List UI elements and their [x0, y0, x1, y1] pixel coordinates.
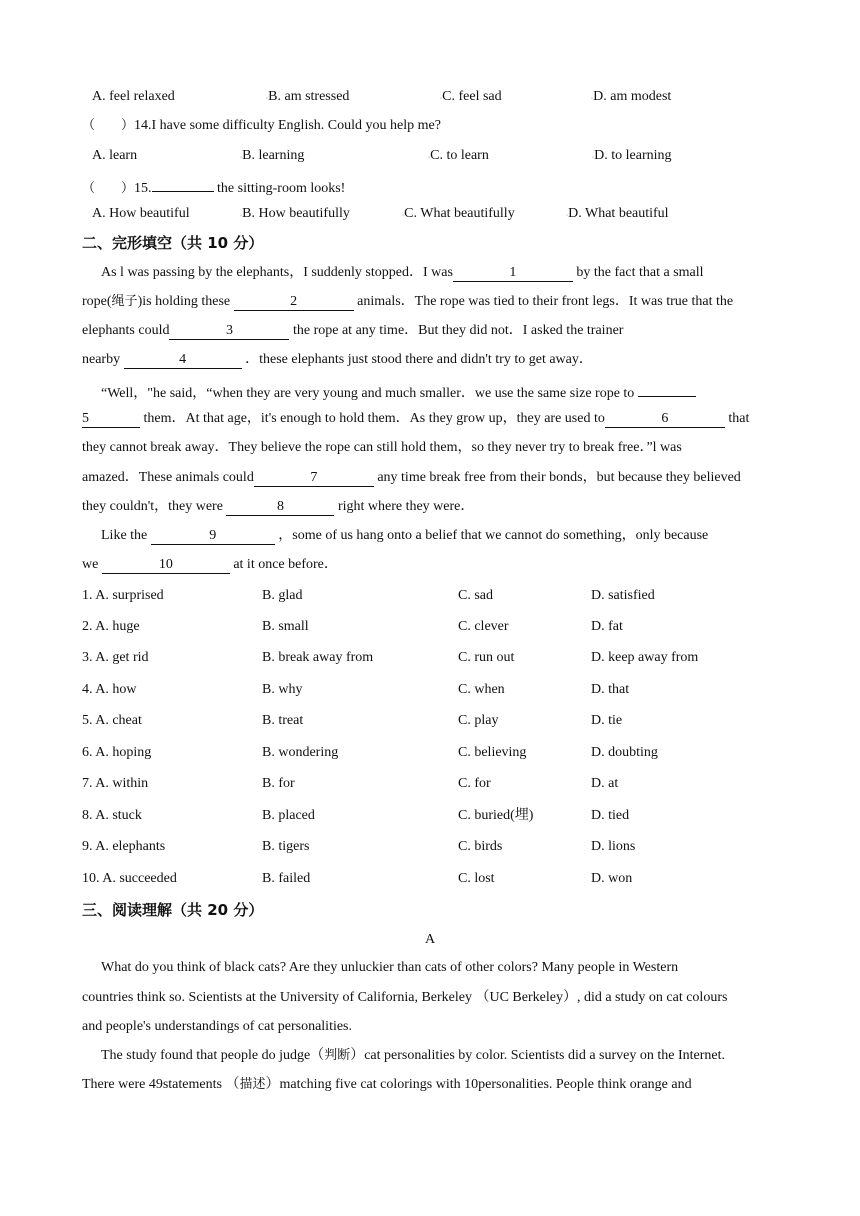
cloze-option-3d: D. keep away from [591, 650, 699, 665]
q15-option-c: ◦C. What beautifully [402, 206, 515, 221]
section-3-title: 三、阅读理解（共 20 分） [82, 901, 264, 919]
cloze-option-9c: C. birds [458, 839, 503, 854]
q13-option-b: ◦B. am stressed [266, 89, 350, 104]
cloze-line-1: As l was passing by the elephants，I suddenly stopped．I was 1 by the fact that a small [101, 265, 704, 280]
cloze-option-9a: 9. A. elephants [82, 839, 166, 854]
passage-label: A [424, 932, 436, 947]
blank-line [152, 175, 214, 192]
cloze-option-6c: C. believing [458, 745, 527, 760]
cloze-option-9b: B. tigers [262, 839, 310, 854]
q15-option-d: ◦D. What beautiful [566, 206, 669, 221]
cloze-blank-5: 5 [82, 411, 140, 428]
question-14 [82, 116, 778, 136]
question-15 [82, 175, 778, 199]
cloze-option-2c: C. clever [458, 619, 509, 634]
cloze-line-11: we 10 at it once before． [82, 557, 338, 572]
cloze-option-6a: 6. A. hoping [82, 745, 152, 760]
cloze-blank-6: 6 [605, 411, 725, 428]
cloze-option-3a: 3. A. get rid [82, 650, 149, 665]
cloze-option-4d: D. that [591, 682, 630, 697]
q13-option-a: A. feel relaxed [92, 89, 175, 104]
cloze-option-6b: B. wondering [262, 745, 339, 760]
cloze-option-8b: B. placed [262, 808, 315, 823]
reading-line-4: The study found that people do judge（判断）cat personalities by color. Scientists did a survey on the Internet. [101, 1048, 726, 1063]
cloze-option-10a: 10. A. succeeded [82, 871, 177, 886]
cloze-option-5d: D. tie [591, 713, 623, 728]
cloze-line-2: rope(绳子)is holding these 2 animals．The rope was tied to their front legs．It was true that the [82, 294, 734, 309]
cloze-option-10b: B. failed [262, 871, 311, 886]
q13-option-d: ◦D. am modest [591, 89, 672, 104]
reading-line-5: There were 49statements （描述）matching five cat colorings with 10personalities. People think orange and [82, 1077, 692, 1092]
cloze-blank-1: 1 [453, 265, 573, 282]
cloze-line-10: Like the 9 ，some of us hang onto a belief that we cannot do something，only because [101, 528, 709, 543]
cloze-option-2b: B. small [262, 619, 309, 634]
q14-option-c: ◦C. to learn [428, 148, 489, 163]
cloze-blank-9: 9 [151, 528, 275, 545]
cloze-blank-10: 10 [102, 557, 230, 574]
cloze-blank-4: 4 [124, 352, 242, 369]
cloze-option-2d: D. fat [591, 619, 623, 634]
question-text: 14.I have some difficulty English. Could you help me? [134, 118, 441, 133]
cloze-blank-3: 3 [169, 323, 289, 340]
cloze-line-3: elephants could 3 the rope at any time．But they did not．I asked the trainer [82, 323, 624, 338]
cloze-line-6: 5 them．At that age，it's enough to hold them．As they grow up，they are used to 6 that [82, 411, 750, 426]
cloze-blank-8: 8 [226, 499, 334, 516]
blank-line [638, 380, 696, 397]
cloze-option-1a: 1. A. surprised [82, 588, 164, 603]
q13-option-c: ◦C. feel sad [440, 89, 502, 104]
cloze-option-4c: C. when [458, 682, 505, 697]
cloze-option-2a: 2. A. huge [82, 619, 140, 634]
cloze-option-10c: C. lost [458, 871, 495, 886]
cloze-option-8c: C. buried(埋) [458, 808, 534, 823]
question-text: the sitting-room looks! [213, 181, 346, 196]
q15-option-b: ◦B. How beautifully [240, 206, 350, 221]
cloze-option-8a: 8. A. stuck [82, 808, 142, 823]
reading-line-1: What do you think of black cats? Are they unluckier than cats of other colors? Many people in Western [101, 960, 679, 975]
q15-option-a: A. How beautiful [92, 206, 190, 221]
cloze-option-5a: 5. A. cheat [82, 713, 142, 728]
cloze-line-8: amazed．These animals could 7 any time break free from their bonds，but because they believed [82, 470, 741, 485]
cloze-option-3b: B. break away from [262, 650, 374, 665]
question-number: 15. [134, 181, 152, 196]
cloze-line-5: “Well，"he said，“when they are very young and much smaller．we use the same size rope to [101, 380, 778, 404]
cloze-line-9: they couldn't，they were 8 right where they were． [82, 499, 475, 514]
cloze-option-7d: D. at [591, 776, 619, 791]
cloze-option-6d: D. doubting [591, 745, 658, 760]
answer-paren: （ ） [82, 118, 135, 133]
cloze-option-9d: D. lions [591, 839, 636, 854]
reading-line-2: countries think so. Scientists at the University of California, Berkeley （UC Berkeley）, did a study on cat colours [82, 990, 728, 1005]
q14-option-a: A. learn [92, 148, 138, 163]
reading-line-3: and people's understandings of cat personalities. [82, 1019, 353, 1034]
cloze-blank-7: 7 [254, 470, 374, 487]
q14-option-d: ◦D. to learning [592, 148, 672, 163]
q14-option-b: ◦B. learning [240, 148, 305, 163]
cloze-line-7: they cannot break away．They believe the rope can still hold them，so they never try to break free．”l was [82, 440, 682, 455]
cloze-option-5c: C. play [458, 713, 499, 728]
answer-paren: （ ） [82, 181, 135, 196]
cloze-option-8d: D. tied [591, 808, 630, 823]
cloze-option-1d: D. satisfied [591, 588, 655, 603]
cloze-option-4b: B. why [262, 682, 303, 697]
cloze-option-7c: C. for [458, 776, 491, 791]
cloze-option-1b: B. glad [262, 588, 303, 603]
cloze-option-1c: C. sad [458, 588, 493, 603]
cloze-option-4a: 4. A. how [82, 682, 137, 697]
cloze-blank-2: 2 [234, 294, 354, 311]
cloze-option-3c: C. run out [458, 650, 515, 665]
section-2-title: 二、完形填空（共 10 分） [82, 234, 264, 252]
cloze-option-7b: B. for [262, 776, 295, 791]
cloze-option-5b: B. treat [262, 713, 304, 728]
cloze-option-10d: D. won [591, 871, 633, 886]
cloze-option-7a: 7. A. within [82, 776, 149, 791]
cloze-line-4: nearby 4 ．these elephants just stood there and didn't try to get away． [82, 352, 593, 367]
